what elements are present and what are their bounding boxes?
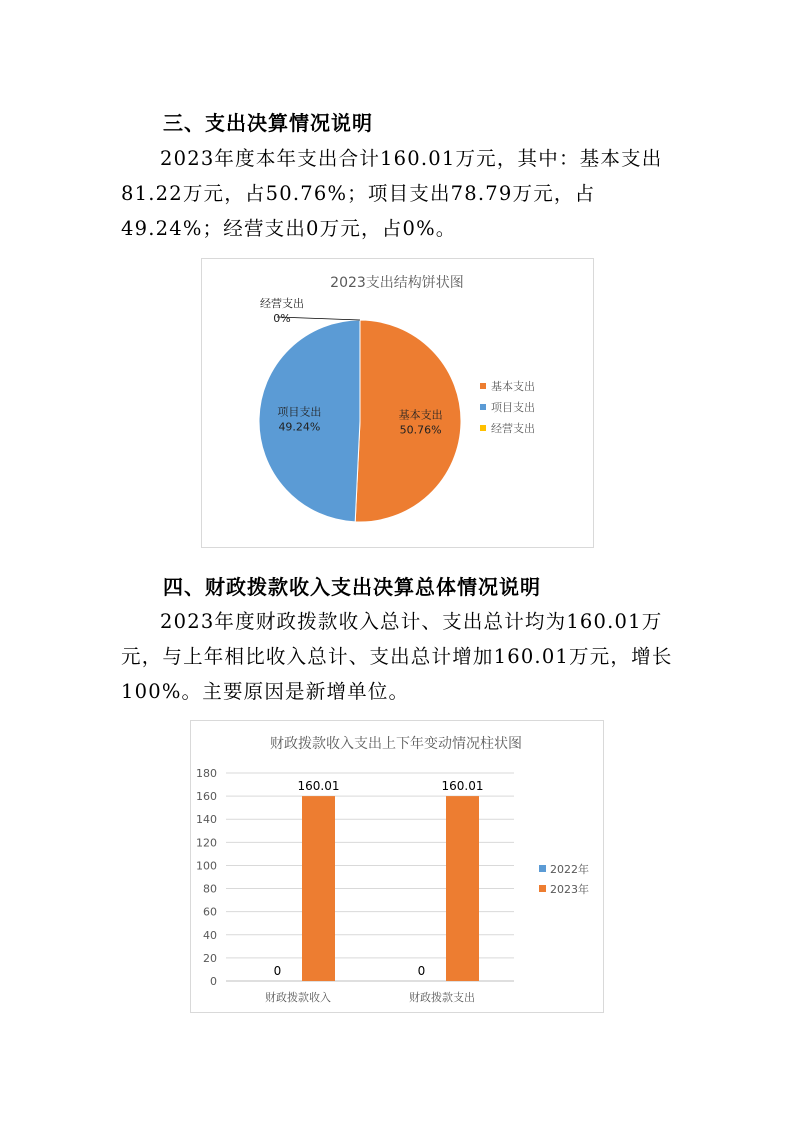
bar-x-category-label: 财政拨款收入 [265, 991, 331, 1004]
pie-chart-title: 2023支出结构饼状图 [330, 275, 464, 291]
pie-label-project-name: 项目支出 [277, 405, 322, 419]
bar-y-tick-label: 20 [203, 951, 217, 965]
bar-y-tick-label: 180 [196, 767, 217, 780]
bar-y-tick-label: 160 [196, 790, 217, 804]
bar-data-label-2023: 160.01 [297, 779, 340, 794]
bar-chart-title: 财政拨款收入支出上下年变动情况柱状图 [270, 736, 522, 752]
pie-legend-swatch-business [480, 425, 486, 431]
section-3-paragraph: 2023年度本年支出合计160.01万元，其中：基本支出81.22万元，占50.76%；项目支出78.79万元，占49.24%；经营支出0万元，占0%。 [121, 147, 663, 240]
pie-legend-label-basic: 基本支出 [491, 380, 535, 393]
bar-x-category-label: 财政拨款支出 [409, 991, 475, 1004]
bar-2023-expense [446, 796, 479, 981]
expenditure-pie-chart [202, 259, 593, 547]
bar-y-tick-label: 100 [196, 859, 217, 873]
section-4-paragraph: 2023年度财政拨款收入总计、支出总计均为160.01万元，与上年相比收入总计、支出总计增加160.01万元，增长100%。主要原因是新增单位。 [121, 610, 673, 703]
pie-legend-label-business: 经营支出 [491, 422, 535, 435]
pie-legend-swatch-basic [480, 383, 486, 389]
pie-label-business-value: 0% [273, 312, 291, 325]
pie-label-business-name: 经营支出 [260, 297, 304, 310]
bar-legend-label-2022: 2022年 [550, 863, 589, 876]
pie-label-basic-value: 50.76% [399, 423, 442, 437]
bar-y-tick-label: 60 [203, 905, 217, 919]
bar-y-tick-label: 120 [196, 836, 217, 850]
section-4-heading: 四、财政拨款收入支出决算总体情况说明 [163, 575, 541, 599]
bar-y-tick-label: 40 [203, 928, 217, 942]
bar-legend-label-2023: 2023年 [550, 883, 589, 896]
bar-y-tick-label: 140 [196, 813, 217, 827]
bar-y-tick-label: 80 [203, 882, 217, 896]
section-3-heading: 三、支出决算情况说明 [163, 111, 373, 135]
bar-data-label-2023: 160.01 [441, 779, 484, 794]
pie-label-basic-name: 基本支出 [398, 408, 443, 422]
bar-data-label-2022: 0 [417, 964, 426, 978]
bar-y-tick-label: 0 [210, 975, 217, 988]
fiscal-bar-chart [191, 721, 603, 1012]
pie-chart-box [201, 258, 594, 548]
pie-legend-label-project: 项目支出 [491, 401, 535, 414]
pie-label-project-value: 49.24% [278, 420, 321, 434]
bar-legend-swatch-2022 [539, 865, 546, 872]
bar-chart-box [190, 720, 604, 1013]
bar-2023-income [302, 796, 335, 981]
bar-legend-swatch-2023 [539, 885, 546, 892]
bar-data-label-2022: 0 [273, 964, 282, 978]
pie-legend-swatch-project [480, 404, 486, 410]
